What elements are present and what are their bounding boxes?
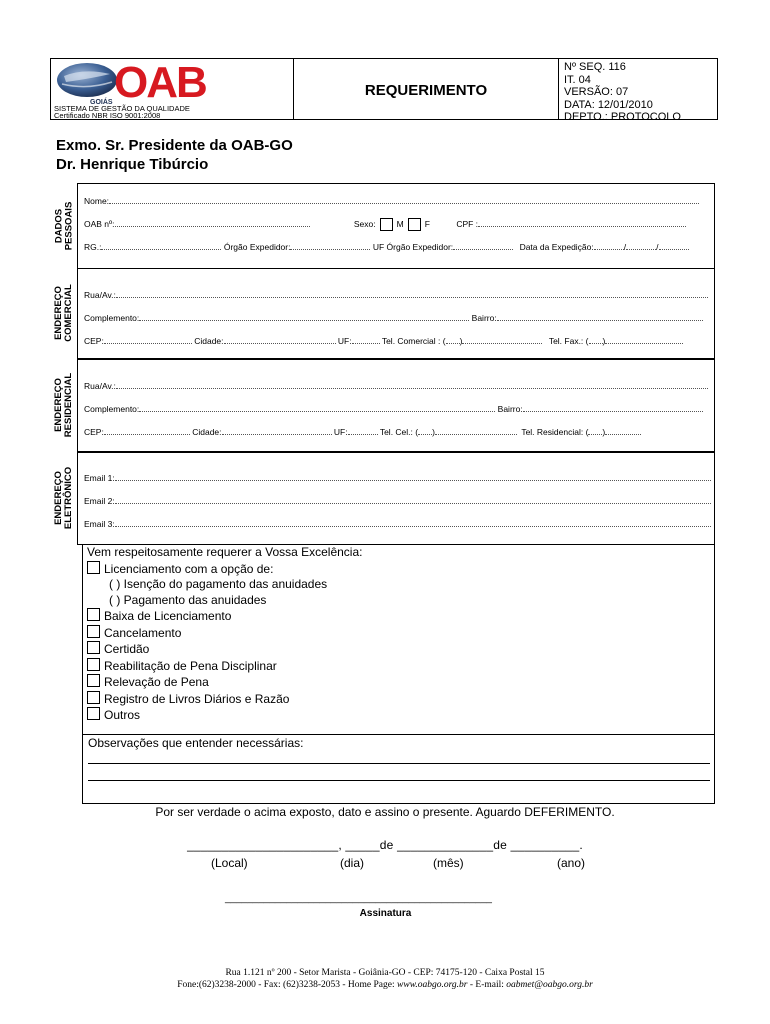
section-dados-pessoais [77, 183, 715, 269]
tab-endereco-comercial [49, 268, 79, 358]
tel-ddd-line[interactable] [588, 426, 602, 435]
signature-line[interactable]: ________________________________________________ [225, 893, 492, 904]
complemento-input-line[interactable] [139, 403, 495, 412]
licenciamento-checkbox[interactable] [87, 561, 100, 574]
request-options [87, 545, 362, 724]
meta-version: VERSÃO: 07 [564, 86, 629, 98]
tab-label: ENDEREÇO ELETRÔNICO [53, 466, 74, 530]
field-comercial-cep-row: CEP: Cidade: UF: Tel. Comercial : ( ) Tel. Fax.: ( ) [84, 335, 683, 346]
option-isencao[interactable]: ( ) Isenção do pagamento das anuidades [109, 577, 328, 591]
tel-input-line[interactable] [605, 426, 641, 435]
uf-orgao-input-line[interactable] [453, 241, 513, 250]
option-outros[interactable]: Outros [87, 707, 362, 724]
relevacao-checkbox[interactable] [87, 674, 100, 687]
cidade-input-line[interactable] [222, 426, 332, 435]
tel-ddd-line[interactable] [446, 335, 460, 344]
field-residencial-cep-row: CEP: Cidade: UF: Tel. Cel.: ( ) Tel. Residencial: ( ) [84, 426, 641, 437]
bairro-input-line[interactable] [497, 312, 703, 321]
cancelamento-checkbox[interactable] [87, 625, 100, 638]
oab-logo [54, 60, 290, 118]
tab-label: DADOS PESSOAIS [53, 201, 75, 251]
reabilitacao-checkbox[interactable] [87, 658, 100, 671]
option-relevacao[interactable]: Relevação de Pena [87, 674, 362, 691]
certidao-checkbox[interactable] [87, 641, 100, 654]
nome-input-line[interactable] [109, 195, 699, 204]
label-mes: (mês) [433, 856, 464, 870]
section-endereco-residencial [77, 359, 715, 452]
data-ano-line[interactable] [659, 241, 689, 250]
header-divider [558, 58, 559, 120]
meta-date: DATA: 12/01/2010 [564, 98, 653, 111]
data-dia-line[interactable] [594, 241, 624, 250]
email-3-input-line[interactable] [115, 518, 711, 527]
email-2-input-line[interactable] [115, 495, 711, 504]
closing-statement: Por ser verdade o acima exposto, dato e assino o presente. Aguardo DEFERIMENTO. [155, 805, 615, 819]
email-1-input-line[interactable] [115, 472, 711, 481]
observations-line[interactable] [88, 763, 710, 764]
option-certidao[interactable]: Certidão [87, 641, 362, 658]
cel-input-line[interactable] [435, 426, 517, 435]
date-line[interactable]: ______________________, _____de ______________de __________. [187, 838, 583, 852]
homepage-link[interactable]: www.oabgo.org.br [397, 980, 468, 990]
option-reabilitacao[interactable]: Reabilitação de Pena Disciplinar [87, 658, 362, 675]
observations-label: Observações que entender necessárias: [88, 736, 304, 750]
signature-label: Assinatura [359, 908, 412, 919]
sexo-f-checkbox[interactable] [408, 218, 421, 231]
tel-input-line[interactable] [462, 335, 542, 344]
cep-input-line[interactable] [104, 426, 190, 435]
rg-input-line[interactable] [101, 241, 221, 250]
meta-it: IT. 04 [564, 73, 591, 86]
outros-checkbox[interactable] [87, 707, 100, 720]
option-registro[interactable]: Registro de Livros Diários e Razão [87, 691, 362, 708]
label-dia: (dia) [340, 856, 365, 870]
cep-input-line[interactable] [104, 335, 192, 344]
label-ano: (ano) [557, 856, 586, 870]
field-rg-row: RG.: Órgão Expedidor: UF Órgão Expedidor: Data da Expedição: / / [84, 241, 689, 252]
section-endereco-comercial [77, 268, 715, 359]
oab-logo-graphic [54, 60, 290, 118]
footer-address: Rua 1.121 nº 200 - Setor Marista - Goiânia-GO - CEP: 74175-120 - Caixa Postal 15 [225, 968, 545, 978]
sexo-m-checkbox[interactable] [380, 218, 393, 231]
document-metadata [564, 61, 681, 124]
cidade-input-line[interactable] [224, 335, 336, 344]
fax-ddd-line[interactable] [589, 335, 603, 344]
fax-input-line[interactable] [605, 335, 683, 344]
svg-text:OAB: OAB [114, 60, 206, 107]
form-title: REQUERIMENTO [364, 82, 488, 99]
request-intro: Vem respeitosamente requerer a Vossa Excelência: [87, 545, 363, 559]
baixa-checkbox[interactable] [87, 608, 100, 621]
footer-contact: Fone:(62)3238-2000 - Fax: (62)3238-2053 - Home Page: www.oabgo.org.br - E-mail: oabmet@oabgo.org.br [177, 980, 593, 990]
uf-input-line[interactable] [348, 426, 378, 435]
label-local: (Local) [211, 856, 248, 870]
tab-label: ENDEREÇO COMERCIAL [53, 284, 74, 342]
cpf-input-line[interactable] [478, 218, 686, 227]
field-email-3[interactable]: Email 3: [84, 518, 711, 529]
option-baixa[interactable]: Baixa de Licenciamento [87, 608, 362, 625]
addressee-line-2: Dr. Henrique Tibúrcio [56, 156, 209, 173]
meta-department: DEPTO.: PROTOCOLO [564, 111, 681, 123]
tab-dados-pessoais [49, 184, 79, 268]
field-residencial-complemento: Complemento: Bairro: [84, 403, 703, 414]
uf-input-line[interactable] [352, 335, 380, 344]
rua-input-line[interactable] [116, 380, 708, 389]
email-link[interactable]: oabmet@oabgo.org.br [506, 980, 593, 990]
option-pagamento[interactable]: ( ) Pagamento das anuidades [109, 592, 267, 607]
registro-checkbox[interactable] [87, 691, 100, 704]
cel-ddd-line[interactable] [418, 426, 432, 435]
orgao-input-line[interactable] [290, 241, 370, 250]
tab-endereco-residencial [49, 359, 79, 451]
addressee-line-1: Exmo. Sr. Presidente da OAB-GO [56, 137, 293, 154]
observations-line[interactable] [88, 780, 710, 781]
svg-text:SISTEMA DE GESTÃO DA QUALIDADE: SISTEMA DE GESTÃO DA QUALIDADE [54, 104, 190, 113]
section-endereco-eletronico [77, 452, 715, 545]
field-nome[interactable]: Nome: [84, 195, 699, 206]
oab-input-line[interactable] [115, 218, 310, 227]
data-mes-line[interactable] [626, 241, 656, 250]
field-email-1[interactable]: Email 1: [84, 472, 711, 483]
field-oab-row: OAB nº: Sexo: M F CPF : [84, 218, 686, 231]
field-comercial-rua[interactable]: Rua/Av.: [84, 289, 708, 300]
tab-label: ENDEREÇO RESIDENCIAL [53, 372, 74, 438]
bairro-input-line[interactable] [523, 403, 703, 412]
complemento-input-line[interactable] [139, 312, 469, 321]
tab-endereco-eletronico [49, 452, 79, 544]
field-comercial-complemento: Complemento: Bairro: [84, 312, 703, 323]
option-cancelamento[interactable]: Cancelamento [87, 625, 362, 642]
option-licenciamento[interactable]: Licenciamento com a opção de: [87, 561, 362, 578]
meta-seq: Nº SEQ. 116 [564, 61, 626, 73]
svg-text:GOIÁS: GOIÁS [90, 99, 113, 106]
field-residencial-rua[interactable]: Rua/Av.: [84, 380, 708, 391]
svg-text:Certificado NBR ISO 9001:2008: Certificado NBR ISO 9001:2008 [54, 111, 161, 118]
rua-input-line[interactable] [116, 289, 708, 298]
field-email-2[interactable]: Email 2: [84, 495, 711, 506]
